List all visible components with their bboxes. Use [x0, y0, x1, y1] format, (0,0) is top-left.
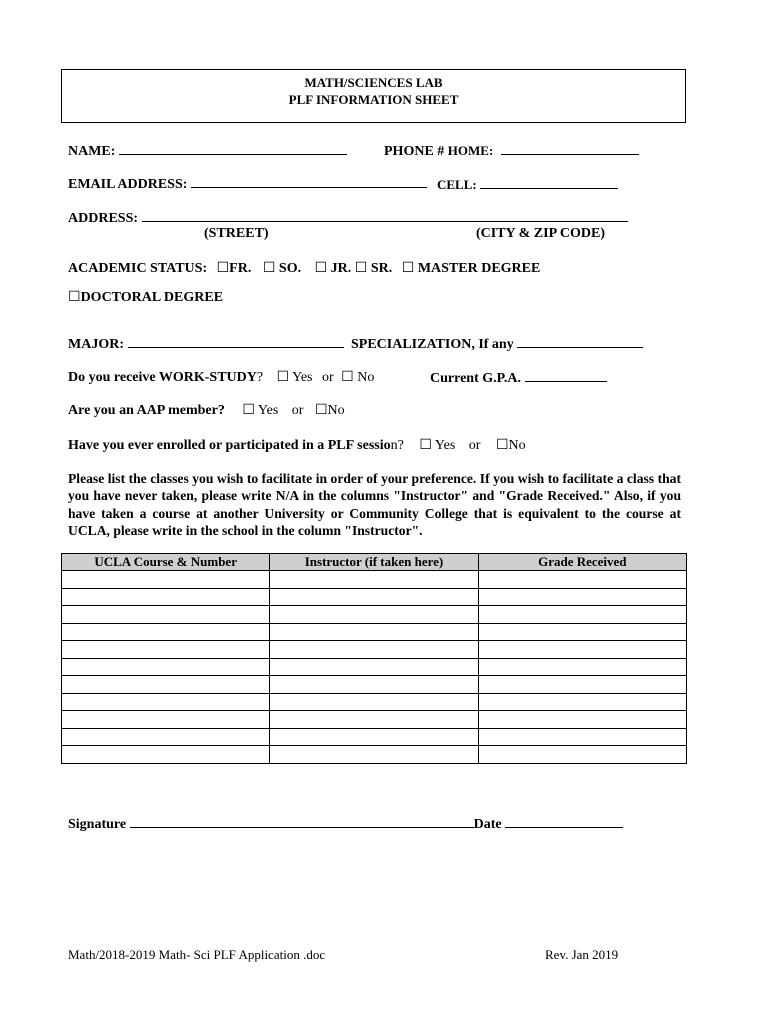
signature-label: Signature [68, 817, 127, 832]
phone-home-row [384, 142, 639, 160]
table-row [62, 641, 687, 659]
doctoral-row [68, 289, 223, 306]
cell-row [437, 176, 618, 193]
signature-row [68, 815, 623, 833]
grade-cell[interactable] [478, 676, 686, 694]
instructor-cell[interactable] [270, 693, 478, 711]
email-label: EMAIL ADDRESS: [68, 177, 188, 192]
doctoral-label: DOCTORAL DEGREE [80, 290, 224, 305]
course-cell[interactable] [62, 728, 270, 746]
city-zip-caption: (CITY & ZIP CODE) [476, 226, 605, 241]
title-box [61, 69, 686, 123]
fr-checkbox[interactable]: ☐ [216, 261, 230, 276]
address-row [68, 209, 628, 227]
work-study-yes-label: Yes [292, 370, 313, 385]
cell-phone-field[interactable] [480, 176, 618, 189]
col-header-course: UCLA Course & Number [62, 554, 270, 571]
course-cell[interactable] [62, 606, 270, 624]
plf-row [68, 437, 526, 454]
course-cell[interactable] [62, 641, 270, 659]
name-field[interactable] [119, 142, 347, 155]
table-row [62, 623, 687, 641]
major-label: MAJOR: [68, 337, 124, 352]
sr-checkbox[interactable]: ☐ [354, 261, 368, 276]
table-row [62, 711, 687, 729]
grade-cell[interactable] [478, 728, 686, 746]
grade-cell[interactable] [478, 658, 686, 676]
course-cell[interactable] [62, 658, 270, 676]
course-cell[interactable] [62, 746, 270, 764]
grade-cell[interactable] [478, 711, 686, 729]
instructor-cell[interactable] [270, 606, 478, 624]
instructor-cell[interactable] [270, 588, 478, 606]
major-row [68, 335, 643, 353]
phone-label: PHONE # [384, 144, 445, 159]
grade-cell[interactable] [478, 641, 686, 659]
major-field[interactable] [128, 335, 344, 348]
table-row [62, 676, 687, 694]
instructor-cell[interactable] [270, 711, 478, 729]
work-study-question: Do you receive WORK-STUDY [68, 370, 257, 385]
plf-yes-label: Yes [434, 438, 456, 453]
street-caption: (STREET) [204, 226, 269, 241]
so-checkbox[interactable]: ☐ [262, 261, 276, 276]
instructor-cell[interactable] [270, 658, 478, 676]
table-row [62, 693, 687, 711]
plf-or: or [468, 438, 481, 453]
table-row [62, 606, 687, 624]
col-header-instructor: Instructor (if taken here) [270, 554, 478, 571]
gpa-label: Current G.P.A. [430, 371, 521, 386]
cell-label: CELL: [437, 177, 477, 192]
work-study-no-checkbox[interactable]: ☐ [341, 370, 354, 385]
aap-no-label: No [327, 403, 345, 418]
so-label: SO. [278, 261, 302, 276]
col-header-grade: Grade Received [478, 554, 686, 571]
instructor-cell[interactable] [270, 641, 478, 659]
aap-question: Are you an AAP member? [68, 403, 225, 418]
date-field[interactable] [505, 815, 623, 828]
name-row [68, 142, 347, 160]
master-checkbox[interactable]: ☐ [401, 261, 415, 276]
plf-question-end: n? [390, 438, 404, 453]
aap-row [68, 402, 345, 419]
work-study-yes-checkbox[interactable]: ☐ [276, 370, 290, 385]
form-heading: MATH/SCIENCES LAB [304, 75, 443, 90]
table-row [62, 571, 687, 589]
date-label: Date [473, 817, 502, 832]
master-label: MASTER DEGREE [417, 261, 541, 276]
course-cell[interactable] [62, 693, 270, 711]
fr-label: FR. [229, 261, 252, 276]
course-cell[interactable] [62, 676, 270, 694]
form-subheading: PLF INFORMATION SHEET [288, 92, 459, 107]
work-study-qmark: ? [256, 370, 264, 385]
course-cell[interactable] [62, 571, 270, 589]
course-table-header [62, 554, 687, 571]
home-label: HOME: [447, 143, 494, 158]
table-row [62, 746, 687, 764]
table-row [62, 728, 687, 746]
home-phone-field[interactable] [501, 142, 639, 155]
course-cell[interactable] [62, 588, 270, 606]
aap-yes-label: Yes [257, 403, 279, 418]
academic-status-row [68, 260, 540, 277]
address-field[interactable] [142, 209, 628, 222]
instructor-cell[interactable] [270, 623, 478, 641]
email-field[interactable] [191, 175, 427, 188]
aap-or: or [291, 403, 304, 418]
doctoral-checkbox[interactable]: ☐ [68, 290, 81, 305]
work-study-row [68, 369, 374, 386]
grade-cell[interactable] [478, 623, 686, 641]
gpa-row [430, 369, 607, 387]
course-table-body [62, 571, 687, 764]
course-cell[interactable] [62, 711, 270, 729]
grade-cell[interactable] [478, 571, 686, 589]
aap-no-checkbox[interactable]: ☐ [314, 403, 328, 418]
instructions-paragraph: Please list the classes you wish to facilitate in order of your preference. If you wish to facilitate a class that you have never taken, please write N/A in the columns "Instructor" and "Grade Received." Also, if you have taken a course at another University or Community College that is equivalent to the course at UCLA, please write in the school in the column "Instructor". [68, 471, 681, 538]
course-table [61, 553, 687, 764]
work-study-no-label: No [357, 370, 375, 385]
gpa-field[interactable] [525, 369, 607, 382]
specialization-label: SPECIALIZATION, If any [351, 337, 514, 352]
instructor-cell[interactable] [270, 746, 478, 764]
grade-cell[interactable] [478, 693, 686, 711]
work-study-or: or [322, 370, 334, 385]
email-row [68, 175, 427, 193]
plf-question: Have you ever enrolled or participated in a PLF sessio [68, 438, 391, 453]
instructor-cell[interactable] [270, 676, 478, 694]
academic-status-label: ACADEMIC STATUS: [68, 261, 208, 276]
grade-cell[interactable] [478, 588, 686, 606]
course-cell[interactable] [62, 623, 270, 641]
sr-label: SR. [370, 261, 393, 276]
instructor-cell[interactable] [270, 728, 478, 746]
plf-no-label: No [508, 438, 526, 453]
grade-cell[interactable] [478, 746, 686, 764]
instructor-cell[interactable] [270, 571, 478, 589]
name-label: NAME: [68, 144, 116, 159]
jr-label: JR. [330, 261, 352, 276]
plf-yes-checkbox[interactable]: ☐ [419, 438, 432, 453]
footer-revision: Rev. Jan 2019 [545, 947, 619, 962]
address-label: ADDRESS: [68, 211, 139, 226]
signature-field[interactable] [130, 815, 474, 828]
table-row [62, 658, 687, 676]
footer-filename: Math/2018-2019 Math- Sci PLF Application .doc [68, 947, 326, 962]
grade-cell[interactable] [478, 606, 686, 624]
plf-no-checkbox[interactable]: ☐ [495, 438, 509, 453]
table-row [62, 588, 687, 606]
aap-yes-checkbox[interactable]: ☐ [242, 403, 255, 418]
jr-checkbox[interactable]: ☐ [314, 261, 328, 276]
specialization-field[interactable] [517, 335, 643, 348]
